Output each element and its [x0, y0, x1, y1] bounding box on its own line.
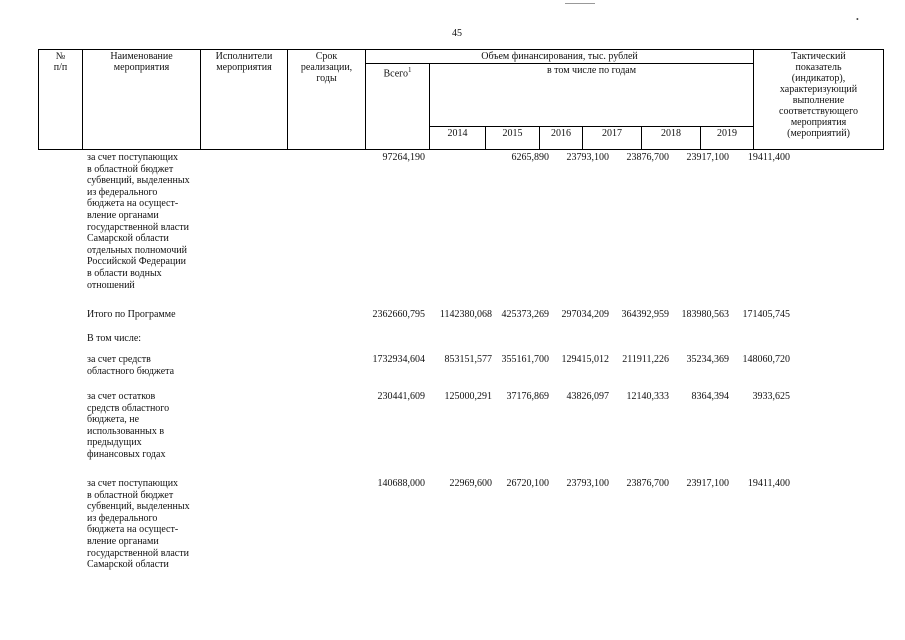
header-term: Срок реализации, годы — [288, 50, 366, 150]
row-value: 23917,100 — [686, 152, 729, 163]
row-value: 8364,394 — [691, 391, 729, 402]
row-label: за счет остатков средств областного бюджета, не использованных в предыдущих финансовых годах — [87, 391, 170, 460]
row-label: В том числе: — [87, 333, 142, 344]
row-label: за счет средств областного бюджета — [87, 354, 175, 377]
row-total: 230441,609 — [377, 391, 425, 402]
header-year: 2015 — [486, 127, 540, 150]
row-total: 1732934,604 — [372, 354, 425, 365]
row-value: 297034,209 — [561, 309, 609, 320]
row-value: 1142380,068 — [439, 309, 492, 320]
row-value: 23876,700 — [626, 478, 669, 489]
row-value: 211911,226 — [622, 354, 669, 365]
row-value: 183980,563 — [681, 309, 729, 320]
row-value: 26720,100 — [506, 478, 549, 489]
header-funding: Объем финансирования, тыс. рублей — [366, 50, 754, 64]
row-value: 355161,700 — [501, 354, 549, 365]
header-year: 2017 — [583, 127, 642, 150]
header-executors: Исполнители мероприятия — [201, 50, 288, 150]
row-value: 43826,097 — [566, 391, 609, 402]
row-value: 12140,333 — [626, 391, 669, 402]
row-label: Итого по Программе — [87, 309, 176, 320]
header-year: 2019 — [701, 127, 754, 150]
header-year: 2016 — [540, 127, 583, 150]
header-year: 2018 — [642, 127, 701, 150]
row-value: 19411,400 — [747, 152, 790, 163]
row-value: 23793,100 — [566, 152, 609, 163]
header-name: Наименование мероприятия — [83, 50, 201, 150]
row-value: 19411,400 — [747, 478, 790, 489]
row-total: 140688,000 — [377, 478, 425, 489]
scan-artifact-line — [565, 3, 595, 4]
row-value: 148060,720 — [742, 354, 790, 365]
header-year: 2014 — [430, 127, 486, 150]
row-value: 23917,100 — [686, 478, 729, 489]
header-num: № п/п — [39, 50, 83, 150]
header-total: Всего$^1$ — [366, 64, 430, 150]
row-total: 2362660,795 — [372, 309, 425, 320]
row-value: 425373,269 — [501, 309, 549, 320]
row-value: 37176,869 — [506, 391, 549, 402]
row-value: 364392,959 — [621, 309, 669, 320]
row-value: 23793,100 — [566, 478, 609, 489]
table-header — [38, 49, 884, 150]
row-value: 3933,625 — [752, 391, 790, 402]
header-indicator: Тактический показатель (индикатор), характеризующий выполнение соответствующего мероприятия (мероприятий) — [754, 50, 884, 150]
row-value: 171405,745 — [742, 309, 790, 320]
row-value: 125000,291 — [444, 391, 492, 402]
scan-artifact-dot: • — [856, 15, 859, 24]
row-label: за счет поступающих в областной бюджет субвенций, выделенных из федерального бюджета на осущест- вление органами государственной власти Самарской области — [87, 478, 190, 571]
row-value: 23876,700 — [626, 152, 669, 163]
row-value: 853151,577 — [444, 354, 492, 365]
row-total: 97264,190 — [382, 152, 425, 163]
row-value: 35234,369 — [686, 354, 729, 365]
row-value: 22969,600 — [449, 478, 492, 489]
row-value: 6265,890 — [511, 152, 549, 163]
page-number: 45 — [452, 28, 462, 39]
row-label: за счет поступающих в областной бюджет субвенций, выделенных из федерального бюджета на осущест- вление органами государственной власти Самарской области отдельных полномочий Российской Федерации в области водных отношений — [87, 152, 190, 291]
header-by-years: в том числе по годам — [430, 64, 754, 127]
row-value: 129415,012 — [561, 354, 609, 365]
